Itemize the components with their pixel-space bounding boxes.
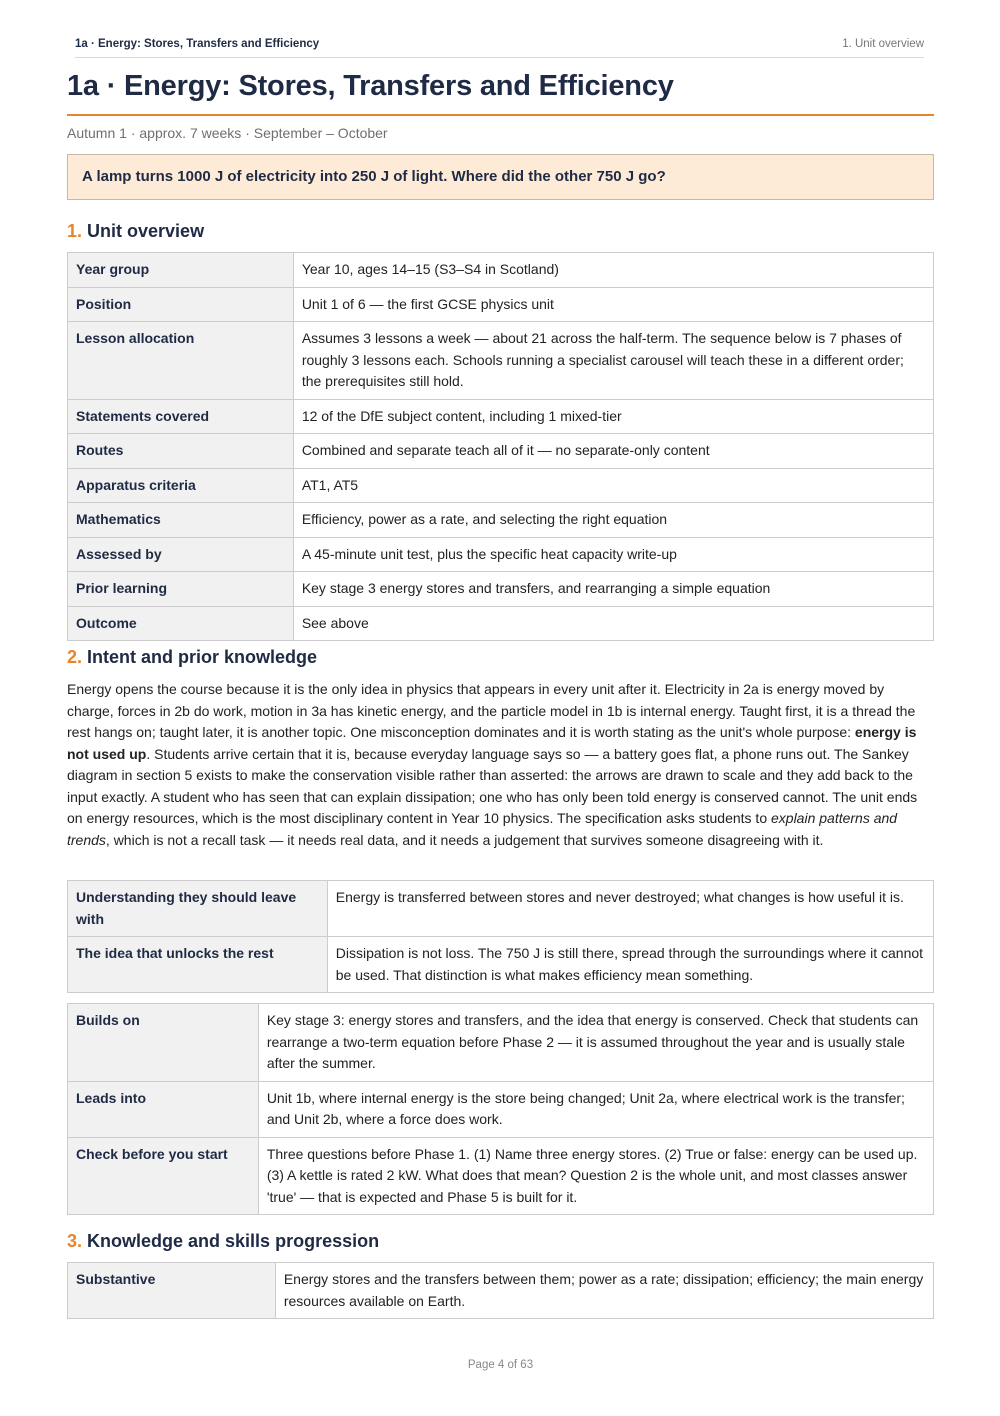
row-value: Energy is transferred between stores and never destroyed; what changes is how useful it is.: [327, 881, 933, 937]
section-title: Intent and prior knowledge: [87, 647, 318, 667]
row-key: Mathematics: [68, 503, 294, 538]
row-key: Routes: [68, 434, 294, 469]
table-row: [68, 1137, 934, 1215]
table-row: [68, 572, 934, 607]
running-header: [75, 38, 924, 58]
row-value: Combined and separate teach all of it — no separate-only content: [293, 434, 933, 469]
row-key: Statements covered: [68, 399, 294, 434]
row-key: Understanding they should leave with: [68, 881, 328, 937]
table-row: [68, 503, 934, 538]
intent-spec-phrase: explain patterns and trends: [67, 810, 898, 848]
row-key: Check before you start: [68, 1137, 259, 1215]
row-key: Position: [68, 287, 294, 322]
row-value: Unit 1b, where internal energy is the store being changed; Unit 2a, where electrical work is the transfer; and Unit 2b, where a force does work.: [258, 1081, 933, 1137]
row-key: Leads into: [68, 1081, 259, 1137]
document-page: [67, 0, 934, 1416]
row-value: Year 10, ages 14–15 (S3–S4 in Scotland): [293, 253, 933, 288]
row-value: AT1, AT5: [293, 468, 933, 503]
section-heading-intent: [67, 647, 317, 668]
row-value: See above: [293, 606, 933, 641]
table-row: [68, 253, 934, 288]
row-key: Lesson allocation: [68, 322, 294, 400]
row-key: Substantive: [68, 1263, 276, 1319]
section-title: Unit overview: [87, 221, 205, 241]
running-header-unit: 1a · Energy: Stores, Transfers and Efficiency: [75, 38, 320, 50]
row-value: Assumes 3 lessons a week — about 21 across the half-term. The sequence below is 7 phases of roughly 3 lessons each. Schools running a specialist carousel will teach these in a different order; the prerequisites still hold.: [293, 322, 933, 400]
row-value: Three questions before Phase 1. (1) Name three energy stores. (2) True or false: energy can be used up. (3) A kettle is rated 2 kW. What does that mean? Question 2 is the whole unit, and most classes answer 'true' — that is expected and Phase 5 is built for it.: [258, 1137, 933, 1215]
table-row: [68, 881, 934, 937]
row-value: Efficiency, power as a rate, and selecting the right equation: [293, 503, 933, 538]
intent-text-a: Energy opens the course because it is the only idea in physics that appears in every unit after it. Electricity in 2a is energy moved by charge, forces in 2b do work, motion in 3a has kinetic energy, and the particle model in 1b is internal energy. Taught first, it is a thread the rest hangs on; taught later, it is another topic. One misconception dominates and it is worth stating as the unit's whole purpose:: [67, 681, 916, 740]
row-key: The idea that unlocks the rest: [68, 937, 328, 993]
row-key: Apparatus criteria: [68, 468, 294, 503]
section-title: Knowledge and skills progression: [87, 1231, 380, 1251]
section-heading-unit-overview: [67, 221, 204, 242]
table-row: [68, 1263, 934, 1319]
table-row: [68, 468, 934, 503]
prior-knowledge-table: [67, 1003, 934, 1215]
row-key: Prior learning: [68, 572, 294, 607]
row-value: Energy stores and the transfers between them; power as a rate; dissipation; efficiency; the main energy resources available on Earth.: [275, 1263, 933, 1319]
table-row: [68, 606, 934, 641]
title-underline: [67, 114, 934, 116]
table-row: [68, 937, 934, 993]
row-key: Year group: [68, 253, 294, 288]
row-value: Key stage 3: energy stores and transfers, and the idea that energy is conserved. Check that students can rearrange a two-term equation before Phase 2 — it is assumed throughout the year and is usually stale after the summer.: [258, 1004, 933, 1082]
page-subtitle: Autumn 1 · approx. 7 weeks · September – October: [67, 125, 388, 141]
page-number: Page 4 of 63: [467, 1359, 534, 1371]
running-header-section: 1. Unit overview: [842, 38, 924, 50]
unit-overview-table: [67, 252, 934, 641]
table-row: [68, 1004, 934, 1082]
row-key: Outcome: [68, 606, 294, 641]
page-title: 1a · Energy: Stores, Transfers and Efficiency: [67, 70, 674, 102]
intent-paragraph: [67, 679, 934, 851]
intent-key-misconception: energy is not used up: [67, 724, 917, 762]
table-row: [68, 434, 934, 469]
section-number: 2.: [67, 647, 83, 667]
section-number: 1.: [67, 221, 83, 241]
table-row: [68, 537, 934, 572]
intent-text-c: , which is not a recall task — it needs real data, and it needs a judgement that survives someone disagreeing with it.: [105, 831, 824, 848]
row-value: A 45-minute unit test, plus the specific heat capacity write-up: [293, 537, 933, 572]
row-value: 12 of the DfE subject content, including 1 mixed-tier: [293, 399, 933, 434]
row-key: Assessed by: [68, 537, 294, 572]
intent-text-b: . Students arrive certain that it is, because everyday language says so — a battery goes flat, a phone runs out. The Sankey diagram in section 5 exists to make the conservation visible rather than asserted: the arrows are drawn to scale and they add back to the input exactly. A student who has seen that can explain dissipation; one who has only been told energy is conserved cannot. The unit ends on energy resources, which is the most disciplinary content in Year 10 physics. The specification asks students to: [67, 745, 918, 826]
row-value: Unit 1 of 6 — the first GCSE physics unit: [293, 287, 933, 322]
key-question-callout: [67, 154, 934, 200]
row-value: Key stage 3 energy stores and transfers, and rearranging a simple equation: [293, 572, 933, 607]
table-row: [68, 322, 934, 400]
section-number: 3.: [67, 1231, 83, 1251]
understanding-table: [67, 880, 934, 993]
row-value: Dissipation is not loss. The 750 J is still there, spread through the surroundings where it cannot be used. That distinction is what makes efficiency mean something.: [327, 937, 933, 993]
section-heading-progression: [67, 1231, 379, 1252]
table-row: [68, 1081, 934, 1137]
table-row: [68, 287, 934, 322]
row-key: Builds on: [68, 1004, 259, 1082]
table-row: [68, 399, 934, 434]
key-question-text: A lamp turns 1000 J of electricity into 250 J of light. Where did the other 750 J go?: [82, 168, 666, 185]
progression-table: [67, 1262, 934, 1319]
